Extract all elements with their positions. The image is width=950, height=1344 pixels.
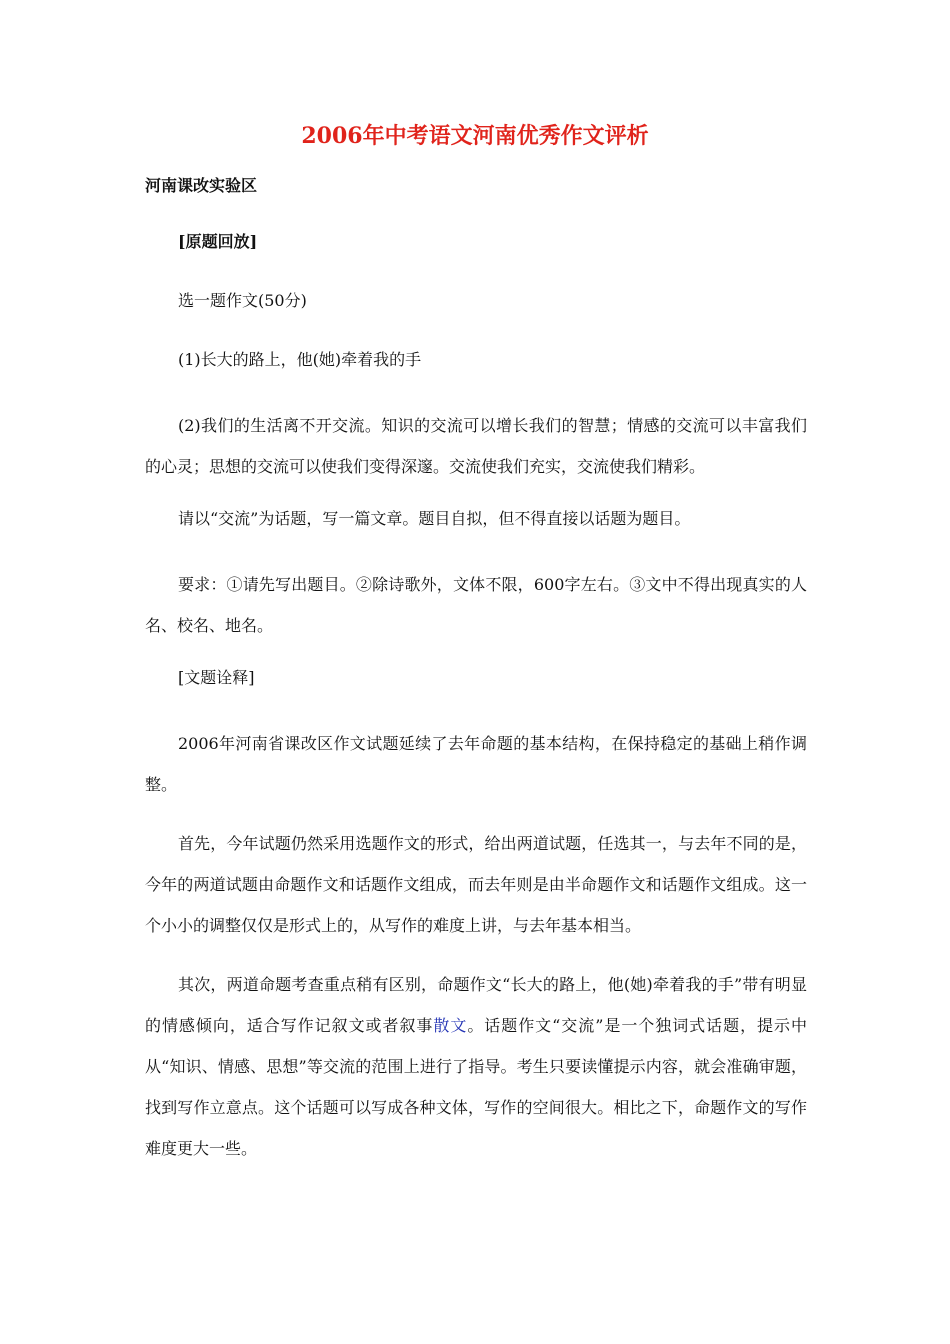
paragraph-1: 2006年河南省课改区作文试题延续了去年命题的基本结构，在保持稳定的基础上稍作调整。 xyxy=(145,734,807,794)
prompt-paragraph: 请以“交流”为话题，写一篇文章。题目自拟，但不得直接以话题为题目。 xyxy=(178,509,691,528)
section-heading-interpretation: [文题诠释] xyxy=(178,668,255,687)
document-title: 2006年中考语文河南优秀作文评析 xyxy=(301,123,649,149)
prose-link[interactable]: 散文 xyxy=(433,1016,468,1035)
region-heading: 河南课改实验区 xyxy=(145,176,258,195)
paragraph-3-text-start: 其次，两道命题考查重点稍有区别，命题作文“长大的路上，他(她)牵着我的手”带有明显的情感倾向，适合写作记叙文或者叙事 xyxy=(145,975,807,1035)
section-heading-original: [原题回放] xyxy=(178,232,258,251)
option-1: (1)长大的路上，他(她)牵着我的手 xyxy=(178,350,422,369)
paragraph-3-text-end: 。话题作文“交流”是一个独词式话题，提示中从“知识、情感、思想”等交流的范围上进行了指导。考生只要读懂提示内容，就会准确审题，找到写作立意点。这个话题可以写成各种文体，写作的空间很大。相比之下，命题作文的写作难度更大一些。 xyxy=(145,1016,807,1158)
choose-one-line: 选一题作文(50分) xyxy=(178,291,307,310)
document-body xyxy=(145,228,807,1187)
requirements-paragraph: 要求：①请先写出题目。②除诗歌外，文体不限，600字左右。③文中不得出现真实的人名、校名、地名。 xyxy=(145,575,807,635)
paragraph-3 xyxy=(145,964,807,1169)
paragraph-2: 首先，今年试题仍然采用选题作文的形式，给出两道试题，任选其一，与去年不同的是，今年的两道试题由命题作文和话题作文组成，而去年则是由半命题作文和话题作文组成。这一个小小的调整仅仅是形式上的，从写作的难度上讲，与去年基本相当。 xyxy=(145,834,807,935)
option-2: (2)我们的生活离不开交流。知识的交流可以增长我们的智慧；情感的交流可以丰富我们的心灵；思想的交流可以使我们变得深邃。交流使我们充实，交流使我们精彩。 xyxy=(145,416,807,476)
